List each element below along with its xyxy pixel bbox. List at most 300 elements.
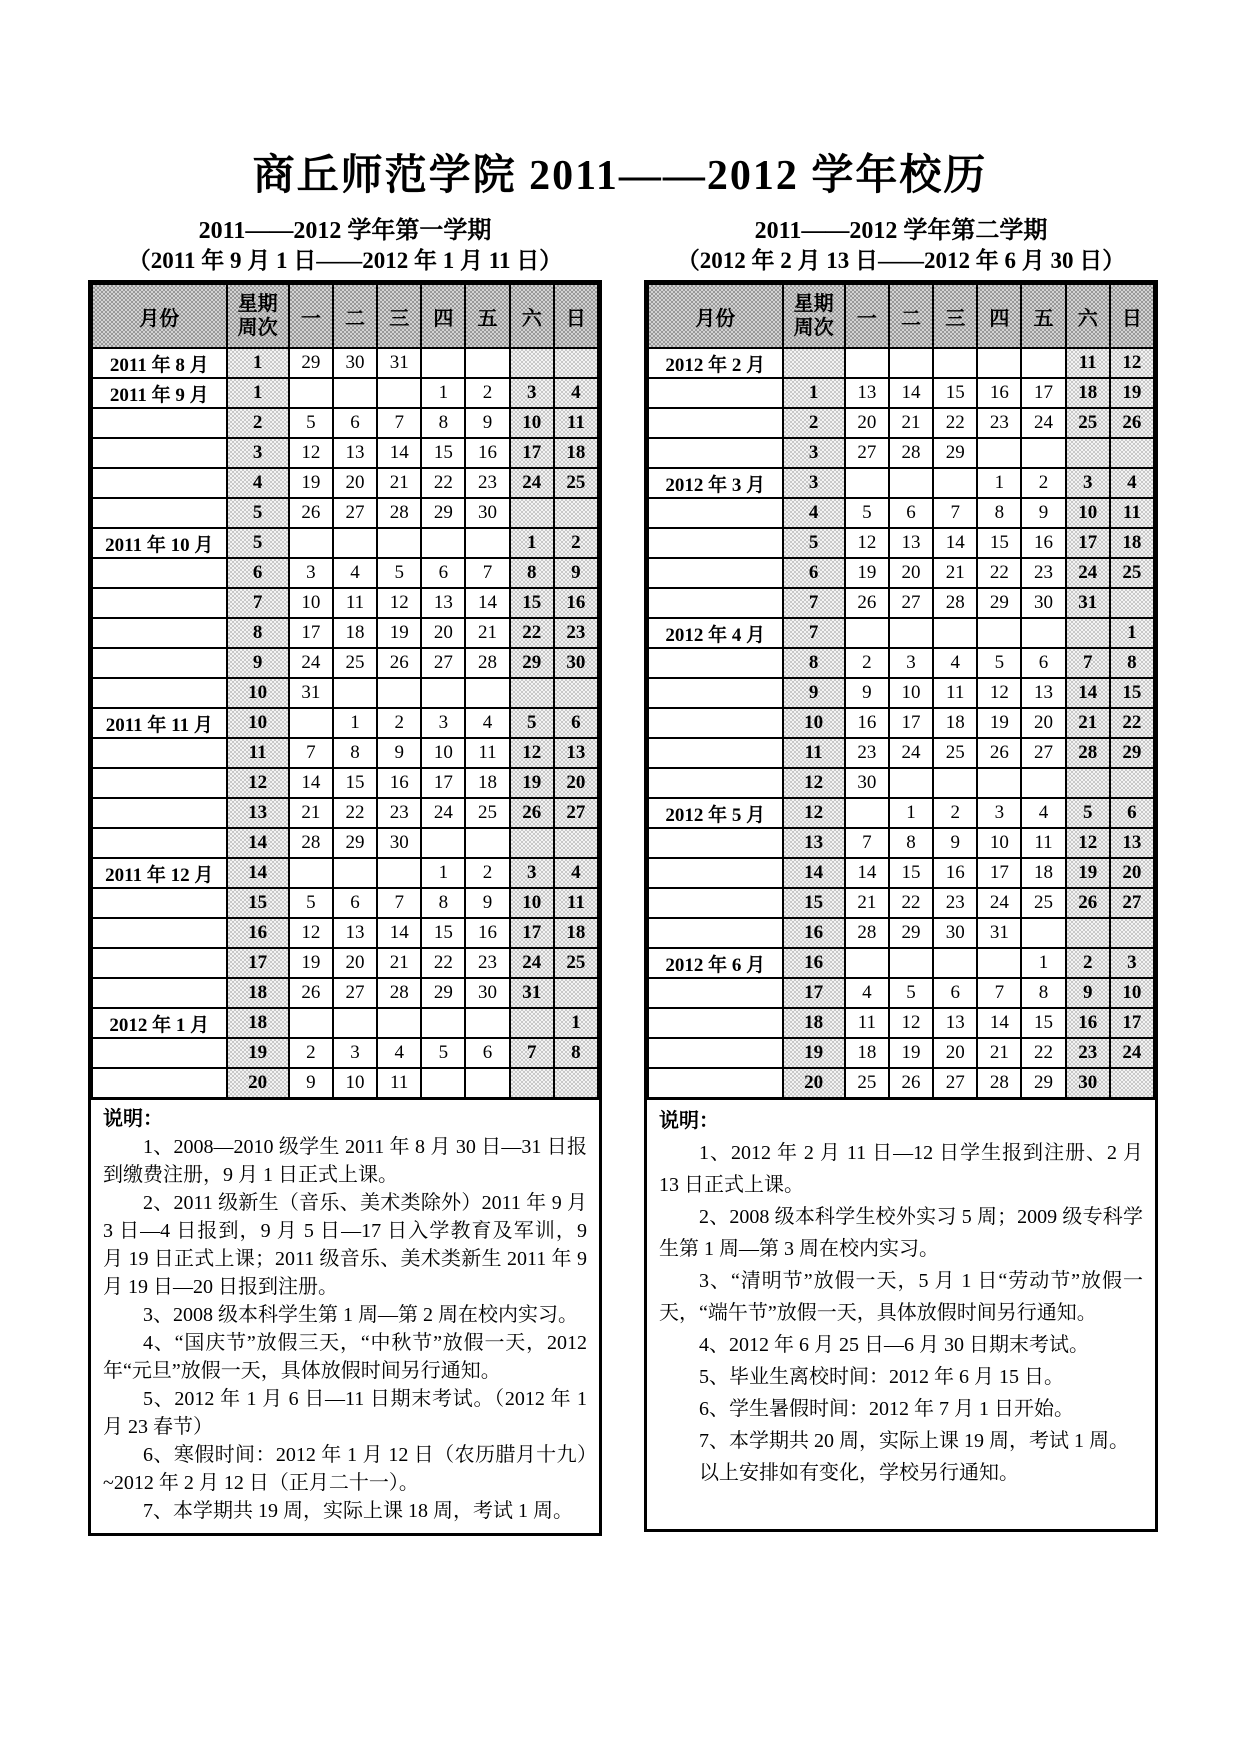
day-cell: 28 [465, 648, 509, 678]
day-cell: 9 [377, 738, 421, 768]
day-cell: 21 [889, 408, 933, 438]
day-cell [289, 1008, 333, 1038]
day-cell: 18 [933, 708, 977, 738]
week-number-cell: 3 [227, 438, 289, 468]
week-number-cell: 20 [227, 1068, 289, 1098]
day-cell: 10 [510, 408, 554, 438]
day-cell: 5 [1066, 798, 1110, 828]
day-cell: 8 [1021, 978, 1065, 1008]
semester-1-calendar-table [91, 283, 599, 1099]
day-cell: 23 [845, 738, 889, 768]
day-cell: 10 [333, 1068, 377, 1098]
day-cell: 26 [289, 978, 333, 1008]
day-cell: 13 [421, 588, 465, 618]
month-label-cell [648, 768, 783, 798]
day-cell: 30 [933, 918, 977, 948]
day-cell: 21 [1066, 708, 1110, 738]
week-number-cell: 9 [227, 648, 289, 678]
day-cell [554, 348, 598, 378]
day-cell: 27 [1021, 738, 1065, 768]
month-label-cell [92, 948, 227, 978]
day-cell: 11 [554, 408, 598, 438]
day-cell: 8 [421, 888, 465, 918]
day-cell [1021, 438, 1065, 468]
calendar-week-row [92, 918, 598, 948]
calendar-week-row [648, 408, 1154, 438]
day-cell: 20 [889, 558, 933, 588]
day-cell: 31 [1066, 588, 1110, 618]
day-cell: 22 [889, 888, 933, 918]
day-cell [421, 1068, 465, 1098]
week-number-cell: 12 [227, 768, 289, 798]
day-cell: 8 [554, 1038, 598, 1068]
week-number-cell: 14 [783, 858, 845, 888]
day-cell: 9 [465, 888, 509, 918]
day-cell: 4 [1110, 468, 1154, 498]
week-number-cell: 16 [227, 918, 289, 948]
calendar-week-row [92, 408, 598, 438]
day-cell: 12 [289, 918, 333, 948]
day-cell: 19 [1066, 858, 1110, 888]
day-cell: 16 [1021, 528, 1065, 558]
calendar-week-row [648, 1008, 1154, 1038]
day-cell: 5 [289, 888, 333, 918]
week-number-cell: 14 [227, 828, 289, 858]
calendar-week-row [648, 588, 1154, 618]
calendar-week-row [92, 1068, 598, 1098]
calendar-week-row [92, 558, 598, 588]
day-cell: 30 [1021, 588, 1065, 618]
calendar-week-row [648, 738, 1154, 768]
weekday-weeknum-header [227, 284, 289, 348]
calendar-week-row [92, 468, 598, 498]
day-cell: 27 [889, 588, 933, 618]
day-cell: 18 [554, 438, 598, 468]
day-cell [889, 348, 933, 378]
day-cell: 25 [845, 1068, 889, 1098]
day-cell: 8 [1110, 648, 1154, 678]
week-number-cell: 15 [783, 888, 845, 918]
calendar-week-row [648, 498, 1154, 528]
day-cell: 24 [510, 948, 554, 978]
day-cell: 4 [933, 648, 977, 678]
day-cell: 7 [510, 1038, 554, 1068]
day-cell: 30 [377, 828, 421, 858]
note-item: 2、2008 级本科学生校外实习 5 周；2009 级专科学生第 1 周—第 3 周在校内实习。 [659, 1206, 1143, 1260]
day-cell: 27 [933, 1068, 977, 1098]
day-cell: 21 [845, 888, 889, 918]
day-cell: 19 [845, 558, 889, 588]
semester-columns [0, 216, 1240, 1536]
weekday-header-sun: 日 [1110, 284, 1154, 348]
semester-2-title: 2011——2012 学年第二学期 [754, 218, 1048, 244]
day-cell: 12 [977, 678, 1021, 708]
month-label-cell [648, 1038, 783, 1068]
month-label-cell [648, 858, 783, 888]
weekday-header-sat: 六 [1066, 284, 1110, 348]
day-cell: 23 [1066, 1038, 1110, 1068]
day-cell [845, 468, 889, 498]
day-cell: 9 [1066, 978, 1110, 1008]
day-cell: 12 [1066, 828, 1110, 858]
day-cell: 2 [554, 528, 598, 558]
day-cell: 13 [1021, 678, 1065, 708]
day-cell: 5 [289, 408, 333, 438]
day-cell [1066, 768, 1110, 798]
week-number-cell: 13 [783, 828, 845, 858]
month-label-cell [92, 648, 227, 678]
week-number-cell: 16 [783, 948, 845, 978]
day-cell: 26 [1110, 408, 1154, 438]
weekday-header-fri: 五 [1021, 284, 1065, 348]
day-cell: 2 [465, 858, 509, 888]
day-cell: 15 [333, 768, 377, 798]
month-label-cell: 2011 年 8 月 [92, 348, 227, 378]
week-number-cell: 1 [227, 348, 289, 378]
day-cell [289, 708, 333, 738]
note-item: 4、“国庆节”放假三天，“中秋节”放假一天，2012 年“元旦”放假一天，具体放假时间另行通知。 [103, 1332, 587, 1382]
day-cell: 15 [933, 378, 977, 408]
day-cell: 25 [465, 798, 509, 828]
day-cell: 11 [554, 888, 598, 918]
calendar-week-row [648, 768, 1154, 798]
day-cell: 14 [377, 918, 421, 948]
month-label-cell [92, 468, 227, 498]
day-cell: 18 [1110, 528, 1154, 558]
day-cell: 25 [1066, 408, 1110, 438]
weeknum-header-word: 周次 [237, 317, 278, 339]
day-cell: 14 [289, 768, 333, 798]
day-cell: 28 [377, 498, 421, 528]
day-cell: 22 [977, 558, 1021, 588]
day-cell [421, 528, 465, 558]
day-cell: 2 [1021, 468, 1065, 498]
day-cell: 1 [554, 1008, 598, 1038]
month-label-cell [648, 528, 783, 558]
day-cell: 30 [554, 648, 598, 678]
month-label-cell [648, 918, 783, 948]
day-cell: 21 [465, 618, 509, 648]
week-number-cell: 3 [783, 468, 845, 498]
day-cell [465, 1068, 509, 1098]
day-cell: 4 [845, 978, 889, 1008]
calendar-header-row [92, 284, 598, 348]
month-label-cell [648, 1008, 783, 1038]
day-cell: 23 [977, 408, 1021, 438]
day-cell [1066, 918, 1110, 948]
day-cell: 4 [554, 378, 598, 408]
day-cell: 31 [510, 978, 554, 1008]
day-cell: 1 [889, 798, 933, 828]
day-cell [1021, 768, 1065, 798]
note-item: 4、2012 年 6 月 25 日—6 月 30 日期末考试。 [699, 1334, 1089, 1356]
day-cell: 13 [845, 378, 889, 408]
day-cell: 30 [845, 768, 889, 798]
month-label-cell [648, 408, 783, 438]
day-cell: 17 [510, 918, 554, 948]
day-cell [1066, 438, 1110, 468]
day-cell [845, 798, 889, 828]
day-cell: 18 [1066, 378, 1110, 408]
day-cell [377, 678, 421, 708]
day-cell: 13 [333, 918, 377, 948]
day-cell: 12 [889, 1008, 933, 1038]
day-cell: 30 [465, 978, 509, 1008]
day-cell: 30 [333, 348, 377, 378]
week-number-cell: 11 [783, 738, 845, 768]
calendar-week-row [92, 678, 598, 708]
day-cell: 24 [889, 738, 933, 768]
month-label-cell: 2012 年 4 月 [648, 618, 783, 648]
month-label-cell [648, 588, 783, 618]
day-cell: 3 [889, 648, 933, 678]
weekday-header-word: 星期 [237, 293, 278, 315]
calendar-week-row [92, 1038, 598, 1068]
month-label-cell [92, 828, 227, 858]
day-cell [333, 378, 377, 408]
note-item: 以上安排如有变化，学校另行通知。 [699, 1462, 1019, 1484]
month-label-cell: 2011 年 10 月 [92, 528, 227, 558]
day-cell: 17 [421, 768, 465, 798]
note-item: 1、2008—2010 级学生 2011 年 8 月 30 日—31 日报到缴费注册，9 月 1 日正式上课。 [103, 1136, 587, 1186]
day-cell [465, 828, 509, 858]
calendar-week-row [92, 858, 598, 888]
day-cell: 6 [1021, 648, 1065, 678]
day-cell [977, 438, 1021, 468]
day-cell: 25 [333, 648, 377, 678]
day-cell: 29 [1021, 1068, 1065, 1098]
week-number-cell: 5 [227, 498, 289, 528]
day-cell: 15 [889, 858, 933, 888]
day-cell: 17 [889, 708, 933, 738]
day-cell [465, 1008, 509, 1038]
weekday-header-mon: 一 [289, 284, 333, 348]
day-cell [1110, 1068, 1154, 1098]
day-cell: 27 [845, 438, 889, 468]
day-cell: 16 [554, 588, 598, 618]
month-label-cell: 2012 年 5 月 [648, 798, 783, 828]
day-cell: 10 [1066, 498, 1110, 528]
day-cell [1066, 618, 1110, 648]
month-label-cell [92, 1068, 227, 1098]
day-cell: 11 [465, 738, 509, 768]
day-cell: 22 [510, 618, 554, 648]
note-item: 7、本学期共 19 周，实际上课 18 周，考试 1 周。 [143, 1500, 573, 1522]
calendar-week-row [648, 648, 1154, 678]
day-cell: 20 [933, 1038, 977, 1068]
day-cell: 2 [377, 708, 421, 738]
day-cell: 30 [465, 498, 509, 528]
day-cell [465, 528, 509, 558]
day-cell: 14 [933, 528, 977, 558]
month-label-cell [92, 1038, 227, 1068]
day-cell: 3 [510, 858, 554, 888]
day-cell: 10 [289, 588, 333, 618]
day-cell [421, 678, 465, 708]
day-cell: 17 [510, 438, 554, 468]
month-label-cell: 2012 年 3 月 [648, 468, 783, 498]
day-cell: 27 [1110, 888, 1154, 918]
month-label-cell [648, 828, 783, 858]
day-cell: 29 [933, 438, 977, 468]
week-number-cell: 11 [227, 738, 289, 768]
day-cell: 8 [510, 558, 554, 588]
month-label-cell: 2011 年 11 月 [92, 708, 227, 738]
week-number-cell: 19 [227, 1038, 289, 1068]
day-cell [554, 1068, 598, 1098]
day-cell: 29 [977, 588, 1021, 618]
week-number-cell: 1 [227, 378, 289, 408]
day-cell: 2 [933, 798, 977, 828]
day-cell: 7 [845, 828, 889, 858]
day-cell [554, 678, 598, 708]
month-label-cell [92, 618, 227, 648]
month-label-cell [648, 678, 783, 708]
semester-2-column [644, 216, 1158, 1536]
month-label-cell [92, 498, 227, 528]
calendar-week-row [92, 348, 598, 378]
day-cell: 8 [977, 498, 1021, 528]
day-cell: 23 [933, 888, 977, 918]
day-cell [933, 618, 977, 648]
day-cell: 15 [510, 588, 554, 618]
day-cell: 17 [1110, 1008, 1154, 1038]
day-cell: 29 [889, 918, 933, 948]
day-cell [554, 828, 598, 858]
day-cell: 18 [554, 918, 598, 948]
day-cell [510, 678, 554, 708]
day-cell: 27 [333, 978, 377, 1008]
month-label-cell: 2011 年 12 月 [92, 858, 227, 888]
day-cell: 29 [1110, 738, 1154, 768]
day-cell: 29 [421, 978, 465, 1008]
day-cell: 20 [1021, 708, 1065, 738]
semester-1-title: 2011——2012 学年第一学期 [198, 218, 492, 244]
day-cell [421, 828, 465, 858]
calendar-week-row [92, 708, 598, 738]
day-cell: 7 [377, 408, 421, 438]
day-cell: 21 [289, 798, 333, 828]
day-cell [510, 1008, 554, 1038]
day-cell: 25 [1110, 558, 1154, 588]
calendar-week-row [648, 558, 1154, 588]
note-item: 1、2012 年 2 月 11 日—12 日学生报到注册、2 月 13 日正式上课。 [659, 1142, 1143, 1196]
day-cell [1110, 588, 1154, 618]
day-cell: 19 [1110, 378, 1154, 408]
day-cell [554, 978, 598, 1008]
day-cell [845, 948, 889, 978]
day-cell: 28 [845, 918, 889, 948]
day-cell: 2 [289, 1038, 333, 1068]
month-label-cell [648, 648, 783, 678]
day-cell: 21 [377, 948, 421, 978]
day-cell: 24 [977, 888, 1021, 918]
day-cell [933, 348, 977, 378]
week-number-cell: 5 [783, 528, 845, 558]
day-cell: 26 [289, 498, 333, 528]
day-cell [289, 858, 333, 888]
weekday-header-sat: 六 [510, 284, 554, 348]
weekday-header-thu: 四 [977, 284, 1021, 348]
calendar-week-row [648, 918, 1154, 948]
week-number-cell: 2 [227, 408, 289, 438]
notes-label: 说明： [659, 1110, 719, 1132]
calendar-week-row [648, 1068, 1154, 1098]
semester-2-date-range: （2012 年 2 月 13 日——2012 年 6 月 30 日） [676, 248, 1126, 273]
week-number-cell: 5 [227, 528, 289, 558]
calendar-week-row [92, 528, 598, 558]
day-cell: 13 [554, 738, 598, 768]
day-cell: 2 [1066, 948, 1110, 978]
day-cell: 24 [289, 648, 333, 678]
day-cell: 6 [465, 1038, 509, 1068]
semester-2-calendar-table [647, 283, 1155, 1099]
calendar-week-row [648, 618, 1154, 648]
week-number-cell: 14 [227, 858, 289, 888]
day-cell: 11 [333, 588, 377, 618]
weekday-header-wed: 三 [377, 284, 421, 348]
day-cell: 26 [510, 798, 554, 828]
day-cell: 23 [1021, 558, 1065, 588]
day-cell: 7 [933, 498, 977, 528]
month-label-cell [92, 918, 227, 948]
day-cell [845, 348, 889, 378]
day-cell: 19 [510, 768, 554, 798]
day-cell: 15 [1110, 678, 1154, 708]
day-cell: 24 [1066, 558, 1110, 588]
day-cell: 27 [333, 498, 377, 528]
calendar-week-row [648, 708, 1154, 738]
day-cell: 1 [977, 468, 1021, 498]
day-cell: 14 [1066, 678, 1110, 708]
day-cell: 9 [1021, 498, 1065, 528]
day-cell: 20 [333, 948, 377, 978]
day-cell: 14 [845, 858, 889, 888]
calendar-week-row [648, 438, 1154, 468]
notes-label: 说明： [103, 1108, 163, 1130]
day-cell: 23 [465, 948, 509, 978]
month-column-header: 月份 [648, 284, 783, 348]
day-cell: 25 [933, 738, 977, 768]
day-cell: 17 [1066, 528, 1110, 558]
month-label-cell [648, 708, 783, 738]
weekday-header-word: 星期 [793, 293, 834, 315]
day-cell [845, 618, 889, 648]
day-cell: 28 [933, 588, 977, 618]
day-cell: 24 [510, 468, 554, 498]
day-cell: 5 [845, 498, 889, 528]
day-cell: 31 [289, 678, 333, 708]
day-cell: 16 [465, 438, 509, 468]
note-item: 3、2008 级本科学生第 1 周—第 2 周在校内实习。 [143, 1304, 578, 1326]
week-number-cell: 18 [227, 1008, 289, 1038]
day-cell: 15 [421, 438, 465, 468]
day-cell: 31 [377, 348, 421, 378]
week-number-cell: 8 [783, 648, 845, 678]
weeknum-header-word: 周次 [793, 317, 834, 339]
day-cell: 21 [377, 468, 421, 498]
day-cell: 7 [1066, 648, 1110, 678]
day-cell [1021, 348, 1065, 378]
notes-list [659, 1137, 1143, 1489]
day-cell: 25 [554, 948, 598, 978]
day-cell: 10 [421, 738, 465, 768]
day-cell: 14 [377, 438, 421, 468]
day-cell: 1 [421, 378, 465, 408]
day-cell: 19 [289, 948, 333, 978]
day-cell [333, 528, 377, 558]
calendar-week-row [92, 768, 598, 798]
